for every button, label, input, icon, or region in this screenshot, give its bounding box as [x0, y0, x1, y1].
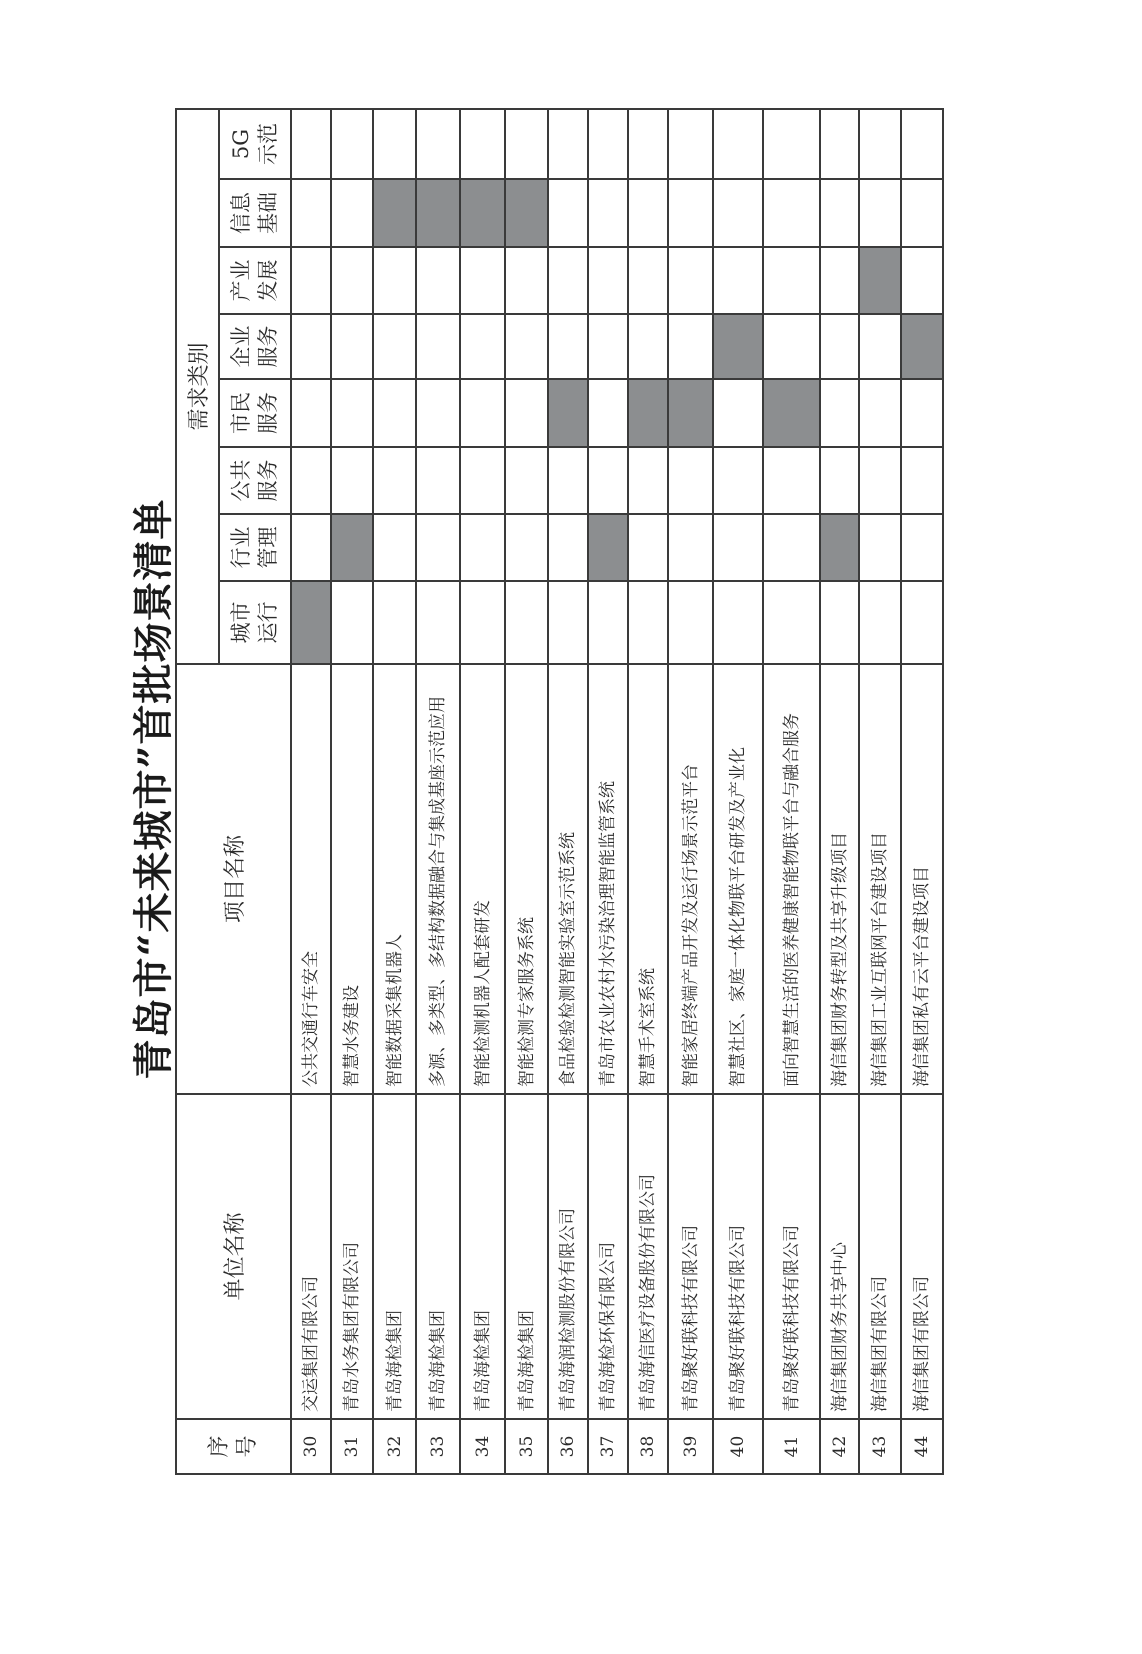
header-category-8 — [219, 109, 291, 179]
row-unit-name: 青岛聚好联科技有限公司 — [763, 1094, 820, 1419]
category-mark-empty — [505, 514, 548, 581]
category-mark-filled — [901, 314, 943, 379]
category-mark-empty — [460, 447, 505, 514]
header-category-group: 需求类别 — [176, 109, 219, 664]
category-mark-empty — [548, 314, 588, 379]
row-project-name: 食品检验检测智能实验室示范系统 — [548, 664, 588, 1094]
row-unit-name: 海信集团有限公司 — [859, 1094, 901, 1419]
header-project: 项目名称 — [176, 664, 291, 1094]
category-mark-empty — [901, 179, 943, 247]
header-category-line: 信息 — [229, 192, 253, 234]
category-mark-empty — [901, 447, 943, 514]
category-mark-empty — [713, 514, 763, 581]
category-mark-empty — [820, 109, 859, 179]
category-mark-empty — [416, 514, 460, 581]
category-mark-empty — [505, 314, 548, 379]
category-mark-empty — [763, 109, 820, 179]
category-mark-empty — [588, 379, 628, 447]
category-mark-empty — [505, 447, 548, 514]
category-mark-empty — [901, 514, 943, 581]
header-category-3 — [219, 447, 291, 514]
header-category-7 — [219, 179, 291, 247]
category-mark-empty — [859, 447, 901, 514]
row-unit-name: 青岛海检环保有限公司 — [588, 1094, 628, 1419]
table-row — [859, 109, 901, 1474]
category-mark-empty — [901, 581, 943, 664]
row-project-name: 智慧水务建设 — [331, 664, 373, 1094]
row-seq: 39 — [668, 1419, 713, 1474]
category-mark-empty — [668, 447, 713, 514]
category-mark-empty — [668, 109, 713, 179]
category-mark-empty — [588, 179, 628, 247]
row-project-name: 海信集团工业互联网平台建设项目 — [859, 664, 901, 1094]
header-category-line: 企业 — [229, 325, 253, 368]
category-mark-empty — [668, 247, 713, 314]
category-mark-empty — [859, 314, 901, 379]
category-mark-empty — [460, 109, 505, 179]
category-mark-empty — [763, 581, 820, 664]
header-category-line: 产业 — [229, 259, 253, 302]
row-seq: 35 — [505, 1419, 548, 1474]
category-mark-empty — [588, 247, 628, 314]
category-mark-empty — [548, 247, 588, 314]
category-mark-empty — [505, 247, 548, 314]
row-unit-name: 海信集团有限公司 — [901, 1094, 943, 1419]
category-mark-empty — [859, 179, 901, 247]
category-mark-empty — [588, 109, 628, 179]
table-body — [291, 109, 943, 1474]
category-mark-empty — [901, 379, 943, 447]
category-mark-empty — [901, 247, 943, 314]
row-seq: 44 — [901, 1419, 943, 1474]
header-category-line: 市民 — [229, 392, 253, 434]
category-mark-filled — [713, 314, 763, 379]
row-seq: 34 — [460, 1419, 505, 1474]
category-mark-empty — [713, 447, 763, 514]
category-mark-empty — [763, 179, 820, 247]
category-mark-empty — [820, 581, 859, 664]
category-mark-empty — [548, 179, 588, 247]
row-seq: 38 — [628, 1419, 668, 1474]
table-row — [588, 109, 628, 1474]
table-row — [548, 109, 588, 1474]
category-mark-empty — [859, 379, 901, 447]
category-mark-filled — [859, 247, 901, 314]
category-mark-empty — [460, 581, 505, 664]
category-mark-empty — [588, 581, 628, 664]
table-row — [291, 109, 331, 1474]
row-unit-name: 青岛海润检测股份有限公司 — [548, 1094, 588, 1419]
category-mark-empty — [460, 247, 505, 314]
category-mark-empty — [713, 247, 763, 314]
category-mark-empty — [373, 379, 416, 447]
category-mark-filled — [820, 514, 859, 581]
header-category-line: 服务 — [256, 325, 280, 368]
category-mark-empty — [668, 314, 713, 379]
row-unit-name: 青岛海检集团 — [416, 1094, 460, 1419]
category-mark-empty — [628, 447, 668, 514]
category-mark-empty — [291, 314, 331, 379]
category-mark-empty — [859, 581, 901, 664]
row-project-name: 智慧手术室系统 — [628, 664, 668, 1094]
category-mark-empty — [668, 581, 713, 664]
category-mark-empty — [460, 314, 505, 379]
category-mark-empty — [628, 581, 668, 664]
table-row — [820, 109, 859, 1474]
header-unit: 单位名称 — [176, 1094, 291, 1419]
category-mark-empty — [859, 514, 901, 581]
row-unit-name: 青岛海检集团 — [460, 1094, 505, 1419]
category-mark-empty — [291, 379, 331, 447]
row-seq: 41 — [763, 1419, 820, 1474]
category-mark-filled — [416, 179, 460, 247]
scenario-table — [175, 108, 944, 1475]
category-mark-empty — [373, 247, 416, 314]
category-mark-empty — [628, 109, 668, 179]
category-mark-empty — [820, 447, 859, 514]
row-unit-name: 青岛聚好联科技有限公司 — [668, 1094, 713, 1419]
category-mark-filled — [763, 379, 820, 447]
header-category-line: 服务 — [256, 459, 280, 502]
row-unit-name: 海信集团财务共享中心 — [820, 1094, 859, 1419]
header-category-line: 公共 — [229, 459, 253, 502]
row-seq: 33 — [416, 1419, 460, 1474]
category-mark-empty — [668, 514, 713, 581]
category-mark-empty — [331, 179, 373, 247]
category-mark-empty — [713, 179, 763, 247]
category-mark-empty — [713, 581, 763, 664]
category-mark-empty — [373, 581, 416, 664]
row-seq: 32 — [373, 1419, 416, 1474]
category-mark-empty — [548, 514, 588, 581]
category-mark-empty — [628, 514, 668, 581]
category-mark-empty — [291, 247, 331, 314]
category-mark-filled — [668, 379, 713, 447]
header-category-line: 基础 — [256, 192, 280, 234]
category-mark-empty — [628, 179, 668, 247]
header-category-1 — [219, 581, 291, 664]
category-mark-empty — [901, 109, 943, 179]
category-mark-empty — [460, 379, 505, 447]
row-unit-name: 交运集团有限公司 — [291, 1094, 331, 1419]
header-category-2 — [219, 514, 291, 581]
category-mark-empty — [548, 447, 588, 514]
category-mark-empty — [763, 247, 820, 314]
category-mark-empty — [859, 109, 901, 179]
row-seq: 40 — [713, 1419, 763, 1474]
row-seq: 43 — [859, 1419, 901, 1474]
category-mark-empty — [416, 314, 460, 379]
header-category-5 — [219, 314, 291, 379]
header-category-line: 5G — [229, 128, 253, 160]
row-project-name: 智慧社区、家庭一体化物联平台研发及产业化 — [713, 664, 763, 1094]
category-mark-filled — [373, 179, 416, 247]
category-mark-filled — [460, 179, 505, 247]
header-category-line: 行业 — [229, 526, 253, 569]
row-unit-name: 青岛海检集团 — [373, 1094, 416, 1419]
table-row — [505, 109, 548, 1474]
category-mark-empty — [331, 247, 373, 314]
category-mark-filled — [505, 179, 548, 247]
category-mark-empty — [373, 514, 416, 581]
category-mark-empty — [291, 179, 331, 247]
category-mark-empty — [331, 109, 373, 179]
table-row — [901, 109, 943, 1474]
category-mark-empty — [713, 109, 763, 179]
header-category-line: 城市 — [229, 601, 253, 644]
category-mark-empty — [331, 581, 373, 664]
header-category-6 — [219, 247, 291, 314]
category-mark-filled — [331, 514, 373, 581]
row-project-name: 青岛市农业农村水污染治理智能监管系统 — [588, 664, 628, 1094]
category-mark-empty — [820, 379, 859, 447]
table-row — [763, 109, 820, 1474]
header-category-line: 示范 — [256, 123, 280, 165]
row-project-name: 智能检测机器人配套研发 — [460, 664, 505, 1094]
category-mark-empty — [291, 514, 331, 581]
header-category-line: 运行 — [256, 601, 280, 644]
header-category-line: 管理 — [256, 526, 280, 569]
category-mark-empty — [331, 379, 373, 447]
table-row — [628, 109, 668, 1474]
row-seq: 37 — [588, 1419, 628, 1474]
row-unit-name: 青岛聚好联科技有限公司 — [713, 1094, 763, 1419]
table-row — [460, 109, 505, 1474]
row-seq: 31 — [331, 1419, 373, 1474]
category-mark-empty — [416, 247, 460, 314]
category-mark-empty — [588, 314, 628, 379]
category-mark-empty — [505, 109, 548, 179]
category-mark-empty — [291, 447, 331, 514]
category-mark-empty — [505, 581, 548, 664]
row-unit-name: 青岛水务集团有限公司 — [331, 1094, 373, 1419]
category-mark-empty — [291, 109, 331, 179]
category-mark-empty — [668, 179, 713, 247]
category-mark-empty — [628, 314, 668, 379]
category-mark-empty — [713, 379, 763, 447]
category-mark-empty — [763, 514, 820, 581]
header-category-4 — [219, 379, 291, 447]
row-seq: 36 — [548, 1419, 588, 1474]
category-mark-empty — [373, 447, 416, 514]
category-mark-empty — [416, 109, 460, 179]
category-mark-empty — [505, 379, 548, 447]
category-mark-empty — [373, 314, 416, 379]
category-mark-empty — [763, 314, 820, 379]
row-project-name: 多源、多类型、多结构数据融合与集成基座示范应用 — [416, 664, 460, 1094]
category-mark-empty — [416, 379, 460, 447]
table-row — [331, 109, 373, 1474]
row-project-name: 公共交通行车安全 — [291, 664, 331, 1094]
row-project-name: 面向智慧生活的医养健康智能物联平台与融合服务 — [763, 664, 820, 1094]
table-row — [416, 109, 460, 1474]
category-mark-empty — [628, 247, 668, 314]
category-mark-empty — [373, 109, 416, 179]
page-title: 青岛市“未来城市”首批场景清单 — [130, 498, 177, 1080]
category-mark-empty — [331, 314, 373, 379]
category-mark-empty — [331, 447, 373, 514]
table-row — [373, 109, 416, 1474]
category-mark-filled — [548, 379, 588, 447]
row-unit-name: 青岛海信医疗设备股份有限公司 — [628, 1094, 668, 1419]
table-row — [668, 109, 713, 1474]
category-mark-empty — [416, 447, 460, 514]
table-row — [713, 109, 763, 1474]
row-project-name: 智能家居终端产品开发及运行场景示范平台 — [668, 664, 713, 1094]
category-mark-empty — [548, 581, 588, 664]
category-mark-empty — [548, 109, 588, 179]
row-project-name: 智能数据采集机器人 — [373, 664, 416, 1094]
category-mark-empty — [416, 581, 460, 664]
category-mark-empty — [820, 247, 859, 314]
category-mark-filled — [291, 581, 331, 664]
row-seq: 30 — [291, 1419, 331, 1474]
header-category-line: 发展 — [256, 259, 280, 302]
header-category-line: 服务 — [256, 392, 280, 434]
category-mark-filled — [588, 514, 628, 581]
row-project-name: 智能检测专家服务系统 — [505, 664, 548, 1094]
header-row-1 — [176, 109, 219, 1474]
category-mark-empty — [820, 179, 859, 247]
category-mark-empty — [460, 514, 505, 581]
header-seq: 序号 — [176, 1419, 291, 1474]
category-mark-empty — [588, 447, 628, 514]
category-mark-filled — [628, 379, 668, 447]
category-mark-empty — [820, 314, 859, 379]
row-unit-name: 青岛海检集团 — [505, 1094, 548, 1419]
row-seq: 42 — [820, 1419, 859, 1474]
category-mark-empty — [763, 447, 820, 514]
row-project-name: 海信集团财务转型及共享升级项目 — [820, 664, 859, 1094]
row-project-name: 海信集团私有云平台建设项目 — [901, 664, 943, 1094]
